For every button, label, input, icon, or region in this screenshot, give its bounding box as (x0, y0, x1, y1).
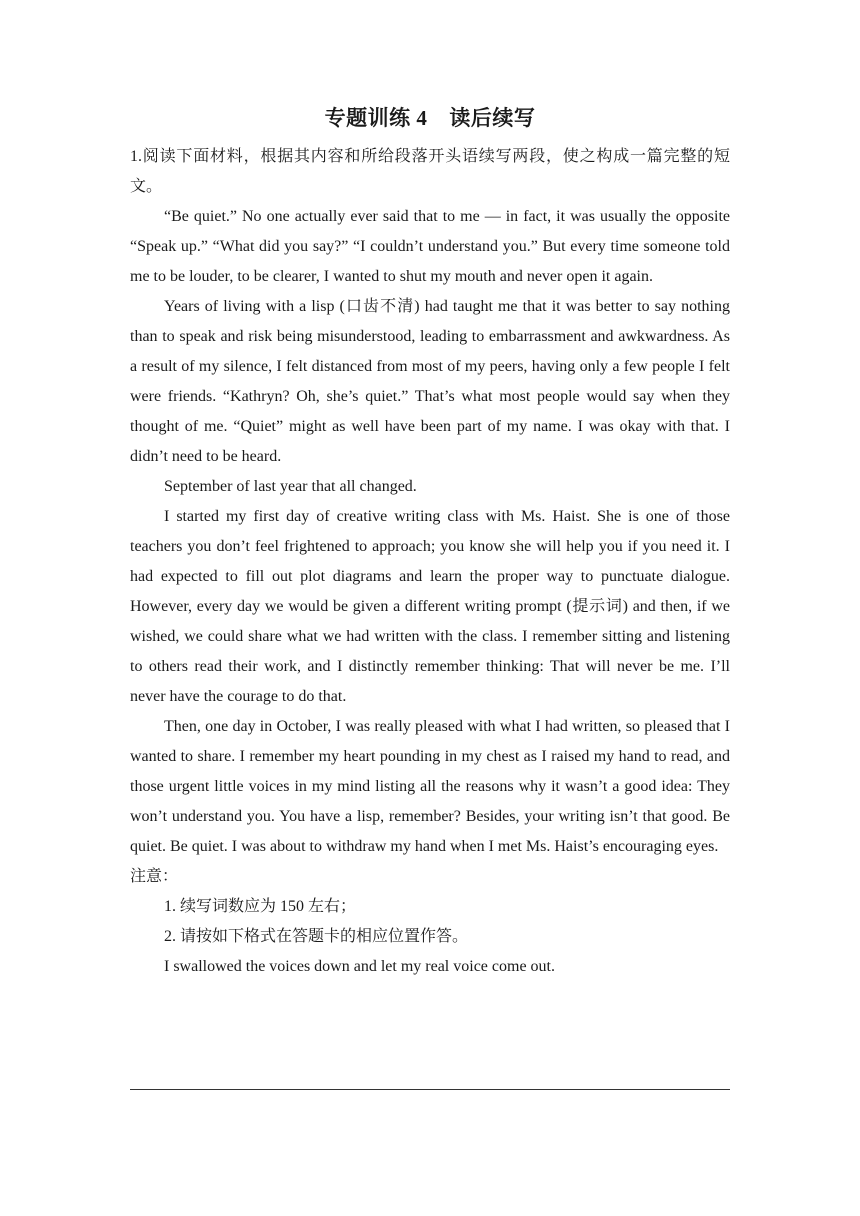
answer-line (130, 1089, 730, 1090)
page-title (130, 98, 730, 138)
continuation-opening-sentence: I swallowed the voices down and let my real voice come out. (164, 958, 555, 975)
story-paragraph-3: September of last year that all changed. (164, 478, 417, 495)
task-instruction: 1.阅读下面材料，根据其内容和所给段落开头语续写两段，使之构成一篇完整的短文。 (130, 148, 730, 195)
title-main: 专题训练 4 (324, 106, 428, 130)
story-paragraph-1: “Be quiet.” No one actually ever said that to me — in fact, it was usually the opposite “Speak up.” “What did you say?” “I couldn’t understand you.” But every time someone told me to be louder, to be clearer, I wanted to shut my mouth and never open it again. (130, 208, 730, 285)
title-sub: 读后续写 (449, 106, 536, 130)
story-paragraph-2: Years of living with a lisp (口齿不清) had taught me that it was better to say nothing than to speak and risk being misunderstood, leading to embarrassment and awkwardness. As a result of my silence, I felt distanced from most of my peers, having only a few people I felt were friends. “Kathryn? Oh, she’s quiet.” That’s what most people would say when they thought of me. “Quiet” might as well have been part of my name. I was okay with that. I didn’t need to be heard. (130, 298, 730, 465)
story-paragraph-5: Then, one day in October, I was really pleased with what I had written, so pleased that I wanted to share. I remember my heart pounding in my chest as I raised my hand to read, and those urgent little voices in my mind listing all the reasons why it wasn’t a good idea: They won’t understand you. You have a lisp, remember? Besides, your writing isn’t that good. Be quiet. Be quiet. I was about to withdraw my hand when I met Ms. Haist’s encouraging eyes. (130, 718, 730, 855)
notes-heading: 注意： (130, 868, 179, 885)
story-paragraph-4: I started my first day of creative writing class with Ms. Haist. She is one of those teachers you don’t feel frightened to approach; you know she will help you if you need it. I had expected to fill out plot diagrams and learn the proper way to punctuate dialogue. However, every day we would be given a different writing prompt (提示词) and then, if we wished, we could share what we had written with the class. I remember sitting and listening to others read their work, and I distinctly remember thinking: That will never be me. I’ll never have the courage to do that. (130, 508, 730, 705)
note-item-1: 1. 续写词数应为 150 左右； (164, 898, 357, 915)
note-item-2: 2. 请按如下格式在答题卡的相应位置作答。 (164, 928, 469, 945)
document-page (130, 98, 730, 982)
